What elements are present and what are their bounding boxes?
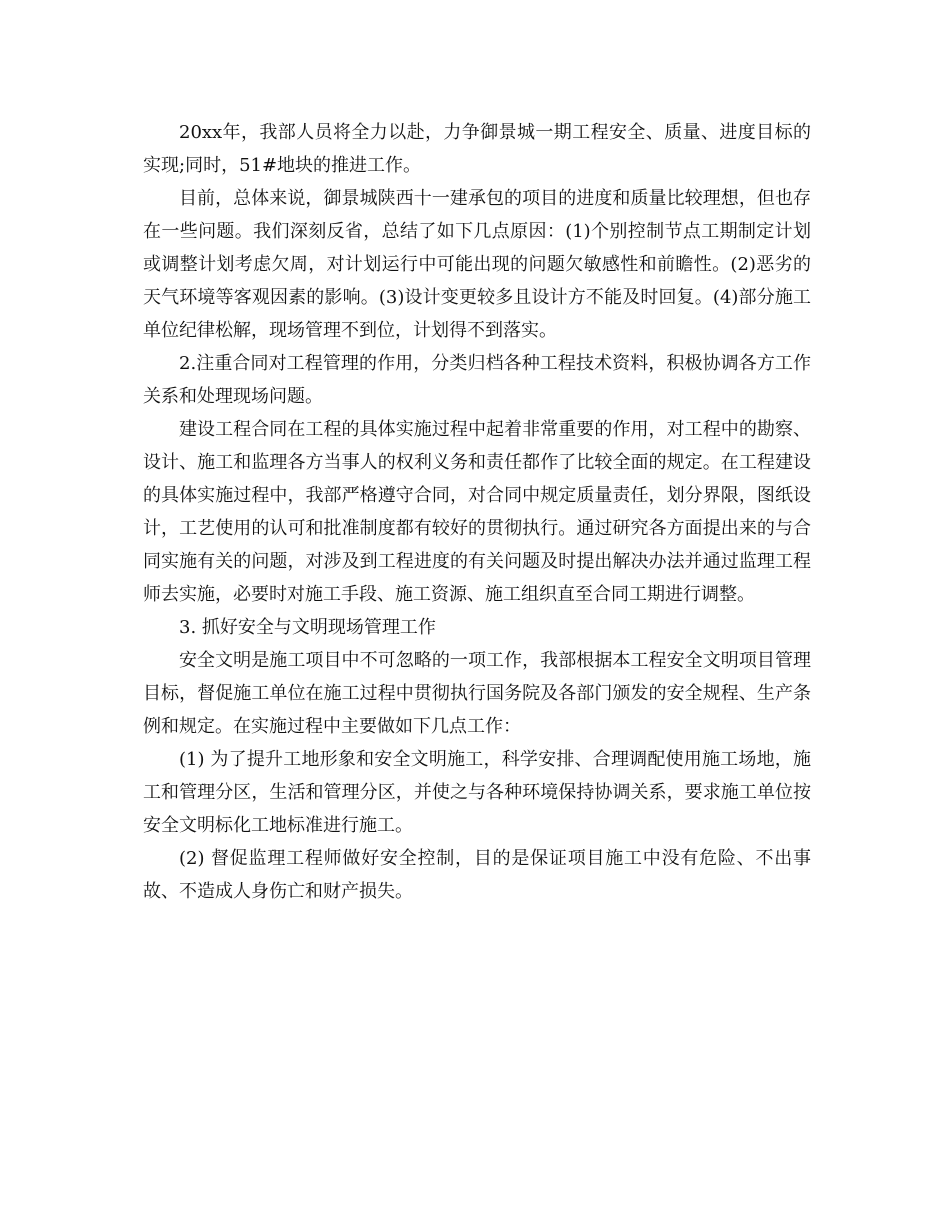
paragraph-safety-intro: 安全文明是施工项目中不可忽略的一项工作，我部根据本工程安全文明项目管理目标，督促施工单位在施工过程中贯彻执行国务院及各部门颁发的安全规程、生产条例和规定。在实施过程中主要做如下几点工作： — [143, 650, 811, 737]
paragraph-section-2-heading: 2.注重合同对工程管理的作用，分类归档各种工程技术资料，积极协调各方工作关系和处理现场问题。 — [143, 353, 811, 407]
paragraph-goal: 20xx年，我部人员将全力以赴，力争御景城一期工程安全、质量、进度目标的实现;同时，51#地块的推进工作。 — [143, 122, 811, 176]
document-body — [143, 116, 811, 908]
paragraph-safety-item-1: (1) 为了提升工地形象和安全文明施工，科学安排、合理调配使用施工场地，施工和管理分区，生活和管理分区，并使之与各种环境保持协调关系，要求施工单位按安全文明标化工地标准进行施工。 — [143, 749, 811, 836]
paragraph-contract: 建设工程合同在工程的具体实施过程中起着非常重要的作用，对工程中的勘察、设计、施工和监理各方当事人的权利义务和责任都作了比较全面的规定。在工程建设的具体实施过程中，我部严格遵守合同，对合同中规定质量责任，划分界限，图纸设计，工艺使用的认可和批准制度都有较好的贯彻执行。通过研究各方面提出来的与合同实施有关的问题，对涉及到工程进度的有关问题及时提出解决办法并通过监理工程师去实施，必要时对施工手段、施工资源、施工组织直至合同工期进行调整。 — [143, 419, 811, 605]
paragraph-problems: 目前，总体来说，御景城陕西十一建承包的项目的进度和质量比较理想，但也存在一些问题。我们深刻反省，总结了如下几点原因：(1)个别控制节点工期制定计划或调整计划考虑欠周，对计划运行中可能出现的问题欠敏感性和前瞻性。(2)恶劣的天气环境等客观因素的影响。(3)设计变更较多且设计方不能及时回复。(4)部分施工单位纪律松解，现场管理不到位，计划得不到落实。 — [143, 188, 811, 341]
paragraph-section-3-heading: 3. 抓好安全与文明现场管理工作 — [179, 617, 436, 638]
paragraph-safety-item-2: (2) 督促监理工程师做好安全控制，目的是保证项目施工中没有危险、不出事故、不造成人身伤亡和财产损失。 — [143, 848, 811, 902]
